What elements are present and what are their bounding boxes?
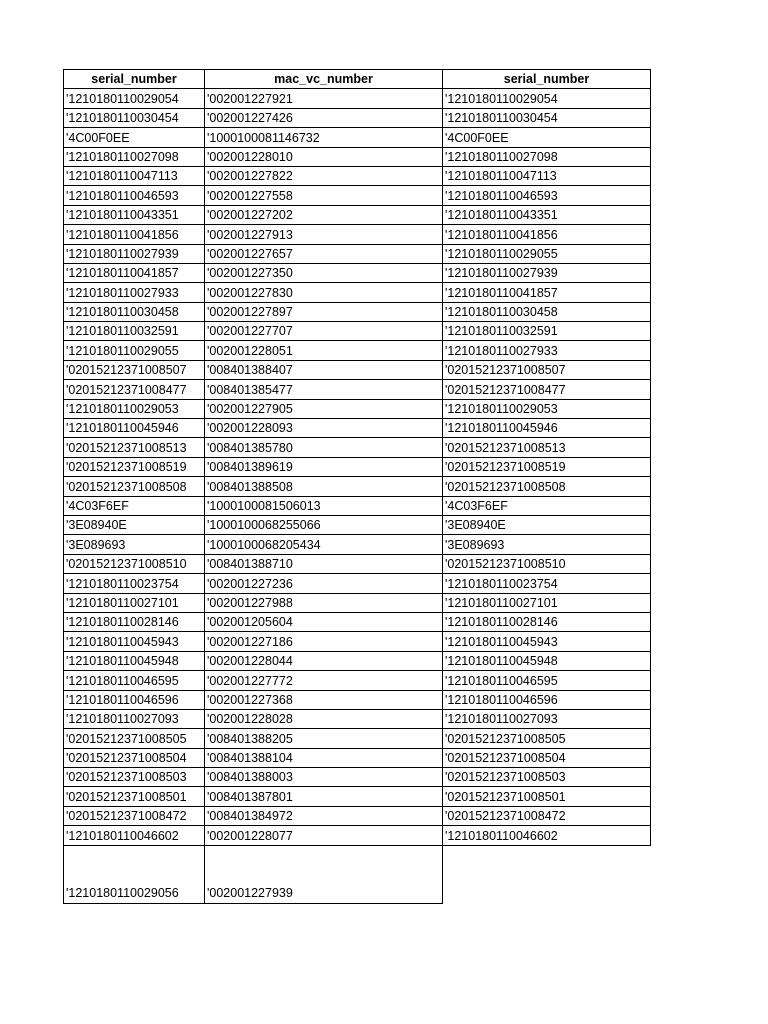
table-row [64,457,651,476]
table-row [64,535,651,554]
serial-number-cell-2: '02015212371008505 [443,729,651,748]
table-row [64,477,651,496]
serial-number-cell: '02015212371008507 [64,360,205,379]
table-row [64,515,651,534]
table-row [64,186,651,205]
serial-number-cell: '1210180110046596 [64,690,205,709]
serial-number-cell-2: '3E08940E [443,515,651,534]
serial-number-cell: '1210180110047113 [64,166,205,185]
header-row [64,70,651,89]
mac-vc-number-cell: '002001227988 [205,593,443,612]
mac-vc-number-cell: '008401389619 [205,457,443,476]
table-row [64,380,651,399]
serial-number-cell: '4C00F0EE [64,128,205,147]
table-row [64,632,651,651]
serial-number-cell-2: '1210180110029053 [443,399,651,418]
serial-number-cell: '1210180110030454 [64,108,205,127]
mac-vc-number-cell: '008401385477 [205,380,443,399]
serial-number-cell-2: '1210180110047113 [443,166,651,185]
serial-number-cell-2: '1210180110046596 [443,690,651,709]
table-row [64,399,651,418]
mac-vc-number-cell: '1000100068205434 [205,535,443,554]
table-row [64,283,651,302]
serial-number-cell-2: '1210180110030458 [443,302,651,321]
serial-number-cell: '1210180110045946 [64,419,205,438]
serial-number-cell: '02015212371008472 [64,806,205,825]
mac-vc-number-cell: '002001227426 [205,108,443,127]
mac-vc-number-cell: '002001227236 [205,574,443,593]
serial-number-cell: '1210180110027939 [64,244,205,263]
serial-number-cell: '1210180110045943 [64,632,205,651]
mac-vc-number-cell: '002001228051 [205,341,443,360]
serial-number-cell-2: '1210180110043351 [443,205,651,224]
serial-number-cell-2: '1210180110027098 [443,147,651,166]
mac-vc-number-cell: '1000100081146732 [205,128,443,147]
serial-number-cell: '1210180110029055 [64,341,205,360]
mac-vc-number-cell: '002001227350 [205,263,443,282]
mac-vc-number-cell: '008401387801 [205,787,443,806]
table-row [64,438,651,457]
serial-number-cell: '02015212371008504 [64,748,205,767]
table-row [64,419,651,438]
table-row [64,787,651,806]
mac-vc-number-cell: '008401388104 [205,748,443,767]
serial-number-cell-2: '1210180110028146 [443,612,651,631]
table-row [64,826,651,845]
serial-number-cell-2: '1210180110045943 [443,632,651,651]
mac-vc-number-cell: '002001227657 [205,244,443,263]
serial-number-cell: '3E08940E [64,515,205,534]
serial-number-cell-2: '1210180110046593 [443,186,651,205]
serial-number-cell-2: '1210180110045948 [443,651,651,670]
serial-number-cell: '1210180110027093 [64,709,205,728]
serial-number-cell: '1210180110029056 [64,845,205,903]
mac-vc-number-cell: '002001227368 [205,690,443,709]
serial-number-cell-2: '1210180110027939 [443,263,651,282]
mac-vc-number-cell: '002001227830 [205,283,443,302]
table-row [64,205,651,224]
serial-number-cell-2: '02015212371008513 [443,438,651,457]
header-serial-number: serial_number [64,70,205,89]
serial-number-cell: '3E089693 [64,535,205,554]
table-row [64,671,651,690]
serial-number-cell: '1210180110027098 [64,147,205,166]
mac-vc-number-cell: '008401384972 [205,806,443,825]
serial-number-cell-2: '1210180110027933 [443,341,651,360]
serial-number-cell-2: '1210180110032591 [443,322,651,341]
table-row [64,729,651,748]
table-row [64,690,651,709]
serial-number-cell: '1210180110023754 [64,574,205,593]
mac-vc-number-cell: '002001227202 [205,205,443,224]
mac-vc-number-cell: '002001205604 [205,612,443,631]
serial-number-cell: '1210180110029054 [64,89,205,108]
table-row [64,748,651,767]
serial-number-cell: '1210180110046602 [64,826,205,845]
serial-number-cell: '4C03F6EF [64,496,205,515]
mac-vc-number-cell: '002001227913 [205,225,443,244]
serial-number-cell-2: '4C03F6EF [443,496,651,515]
table-row [64,574,651,593]
serial-number-cell-2: '1210180110023754 [443,574,651,593]
serial-number-cell-2: '1210180110046602 [443,826,651,845]
table-row [64,89,651,108]
serial-number-cell-2: '02015212371008501 [443,787,651,806]
serial-number-cell: '1210180110041857 [64,263,205,282]
serial-number-cell: '1210180110029053 [64,399,205,418]
serial-number-cell: '02015212371008519 [64,457,205,476]
mac-vc-number-cell: '002001227186 [205,632,443,651]
table-row [64,341,651,360]
serial-number-cell: '1210180110027101 [64,593,205,612]
empty-cell [443,845,651,903]
mac-vc-number-cell: '002001228077 [205,826,443,845]
table-row [64,263,651,282]
serial-number-cell-2: '1210180110027101 [443,593,651,612]
mac-vc-number-cell: '002001227921 [205,89,443,108]
serial-number-cell: '1210180110028146 [64,612,205,631]
mac-vc-number-cell: '1000100068255066 [205,515,443,534]
serial-number-cell: '1210180110046593 [64,186,205,205]
mac-vc-number-cell: '002001228010 [205,147,443,166]
serial-number-cell-2: '02015212371008508 [443,477,651,496]
serial-number-cell-2: '02015212371008504 [443,748,651,767]
mac-vc-number-cell: '002001228028 [205,709,443,728]
serial-number-cell: '1210180110041856 [64,225,205,244]
serial-number-cell: '02015212371008477 [64,380,205,399]
mac-vc-number-cell: '1000100081506013 [205,496,443,515]
serial-number-cell: '1210180110032591 [64,322,205,341]
mac-vc-number-cell: '002001227772 [205,671,443,690]
table-row [64,612,651,631]
serial-number-cell-2: '02015212371008510 [443,554,651,573]
serial-number-cell: '1210180110045948 [64,651,205,670]
serial-number-cell-2: '02015212371008472 [443,806,651,825]
serial-number-cell: '1210180110030458 [64,302,205,321]
table-row [64,806,651,825]
table-row [64,360,651,379]
table-row [64,554,651,573]
table-row [64,651,651,670]
header-serial-number-2: serial_number [443,70,651,89]
serial-number-cell: '1210180110043351 [64,205,205,224]
serial-number-cell-2: '1210180110029054 [443,89,651,108]
serial-number-cell-2: '1210180110045946 [443,419,651,438]
serial-number-cell-2: '02015212371008507 [443,360,651,379]
mac-vc-number-cell: '002001228044 [205,651,443,670]
serial-number-cell: '02015212371008513 [64,438,205,457]
table-row [64,768,651,787]
serial-number-cell-2: '1210180110046595 [443,671,651,690]
mac-vc-number-cell: '008401385780 [205,438,443,457]
serial-number-cell-2: '4C00F0EE [443,128,651,147]
serial-number-cell-2: '02015212371008519 [443,457,651,476]
mac-vc-number-cell: '002001227905 [205,399,443,418]
serial-number-cell-2: '1210180110041857 [443,283,651,302]
header-mac-vc-number: mac_vc_number [205,70,443,89]
mac-vc-number-cell: '002001227707 [205,322,443,341]
mac-vc-number-cell: '008401388205 [205,729,443,748]
table-row [64,108,651,127]
mac-vc-number-cell: '002001228093 [205,419,443,438]
mac-vc-number-cell: '008401388003 [205,768,443,787]
mac-vc-number-cell: '002001227822 [205,166,443,185]
serial-number-cell: '1210180110046595 [64,671,205,690]
serial-number-cell-2: '02015212371008503 [443,768,651,787]
table-row [64,225,651,244]
serial-number-cell-2: '3E089693 [443,535,651,554]
mac-vc-number-cell: '008401388508 [205,477,443,496]
table-row [64,166,651,185]
table-row [64,496,651,515]
table-row [64,244,651,263]
serial-number-cell: '02015212371008503 [64,768,205,787]
mac-vc-number-cell: '008401388407 [205,360,443,379]
serial-mac-table [63,69,651,904]
serial-number-cell: '02015212371008508 [64,477,205,496]
serial-number-cell: '02015212371008501 [64,787,205,806]
serial-number-cell-2: '1210180110029055 [443,244,651,263]
serial-number-cell: '1210180110027933 [64,283,205,302]
table-row [64,709,651,728]
serial-number-cell-2: '02015212371008477 [443,380,651,399]
mac-vc-number-cell: '002001227939 [205,845,443,903]
mac-vc-number-cell: '002001227897 [205,302,443,321]
table-row [64,147,651,166]
serial-number-cell-2: '1210180110030454 [443,108,651,127]
serial-number-cell-2: '1210180110027093 [443,709,651,728]
table-row [64,302,651,321]
table-row [64,322,651,341]
serial-number-cell: '02015212371008510 [64,554,205,573]
table-row-last [64,845,651,903]
mac-vc-number-cell: '008401388710 [205,554,443,573]
serial-number-cell: '02015212371008505 [64,729,205,748]
table-body [64,89,651,903]
mac-vc-number-cell: '002001227558 [205,186,443,205]
serial-number-cell-2: '1210180110041856 [443,225,651,244]
table-row [64,128,651,147]
table-row [64,593,651,612]
